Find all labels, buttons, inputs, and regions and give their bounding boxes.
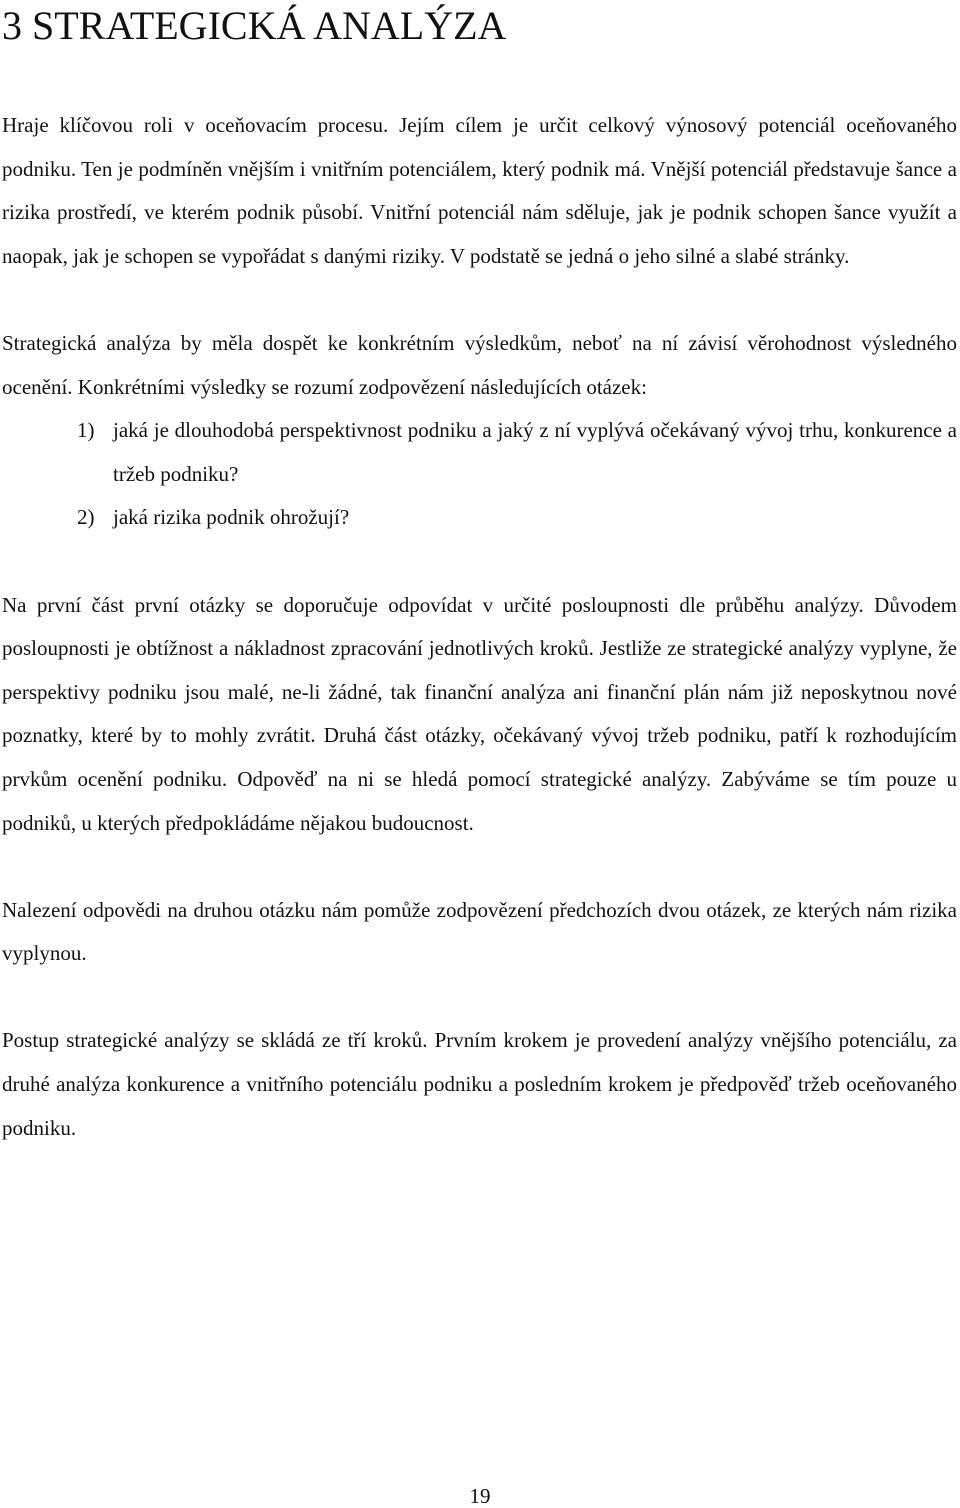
list-item-text: jaká je dlouhodobá perspektivnost podniku a jaký z ní vyplývá očekávaný vývoj trhu, konkurence a tržeb podniku?: [113, 418, 957, 486]
paragraph-intro: Hraje klíčovou roli v oceňovacím procesu. Jejím cílem je určit celkový výnosový potenciál oceňovaného podniku. Ten je podmíněn vnějším i vnitřním potenciálem, který podnik má. Vnější potenciál představuje šance a rizika prostředí, ve kterém podnik působí. Vnitřní potenciál nám sděluje, jak je podnik schopen šance využít a naopak, jak je schopen se vypořádat s danými riziky. V podstatě se jedná o jeho silné a slabé stránky.: [2, 113, 957, 268]
document-body: [2, 104, 957, 1150]
chapter-title: 3 STRATEGICKÁ ANALÝZA: [2, 3, 507, 48]
paragraph-second-question: Nalezení odpovědi na druhou otázku nám pomůže zodpovězení předchozích dvou otázek, ze kterých nám rizika vyplynou.: [2, 897, 957, 966]
list-item-number: 1): [77, 418, 95, 443]
paragraph-procedure: Postup strategické analýzy se skládá ze tří kroků. Prvním krokem je provedení analýzy vnějšího potenciálu, za druhé analýza konkurence a vnitřního potenciálu podniku a posledním krokem je předpověď tržeb oceňovaného podniku.: [2, 1028, 957, 1140]
page-number: 19: [469, 1484, 491, 1508]
paragraph-results: Strategická analýza by měla dospět ke konkrétním výsledkům, neboť na ní závisí věrohodnost výsledného ocenění. Konkrétními výsledky se rozumí zodpovězení následujících otázek:: [2, 330, 957, 399]
list-item: [2, 496, 957, 540]
list-item: [2, 409, 957, 496]
list-item-text: jaká rizika podnik ohrožují?: [113, 505, 350, 530]
paragraph-sequence: Na první část první otázky se doporučuje odpovídat v určité posloupnosti dle průběhu analýzy. Důvodem posloupnosti je obtížnost a nákladnost zpracování jednotlivých kroků. Jestliže ze strategické analýzy vyplyne, že perspektivy podniku jsou malé, ne-li žádné, tak finanční analýza ani finanční plán nám již neposkytnou nové poznatky, které by to mohly zvrátit. Druhá část otázky, očekávaný vývoj tržeb podniku, patří k rozhodujícím prvkům ocenění podniku. Odpověď na ni se hledá pomocí strategické analýzy. Zabýváme se tím pouze u podniků, u kterých předpokládáme nějakou budoucnost.: [2, 592, 957, 835]
question-list: [2, 409, 957, 540]
list-item-number: 2): [77, 505, 95, 530]
